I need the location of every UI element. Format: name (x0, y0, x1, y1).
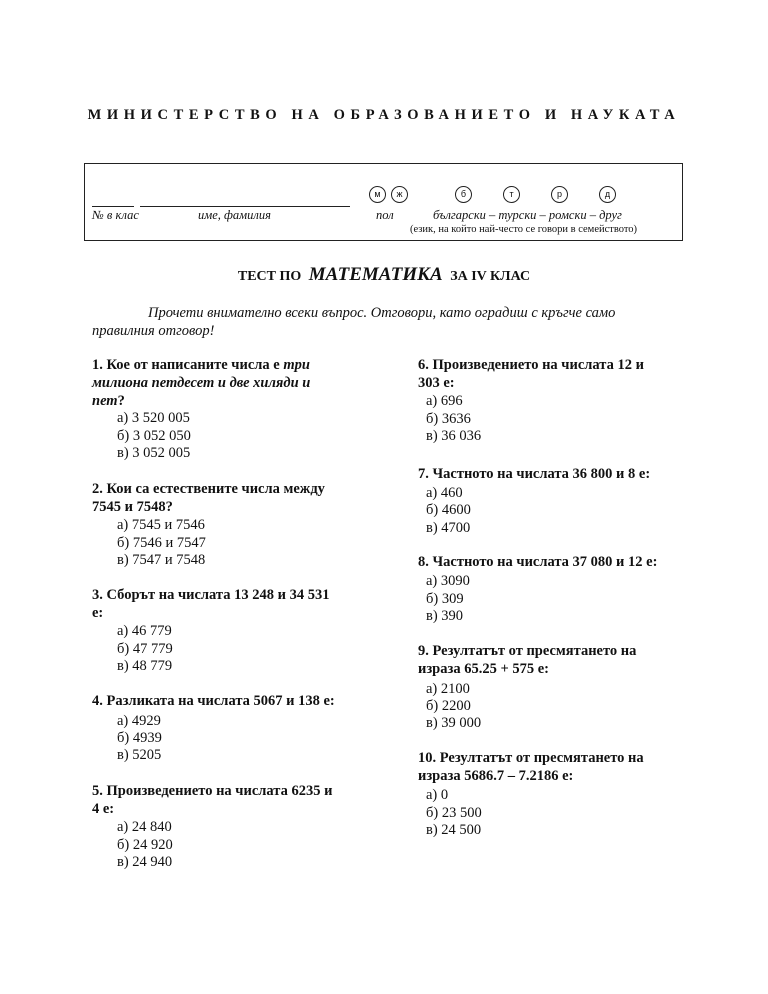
ministry-heading: МИНИСТЕРСТВО НА ОБРАЗОВАНИЕТО И НАУКАТА (87, 107, 681, 123)
question-6 (418, 356, 644, 392)
question-5-line-1: 5. Произведението на числата 6235 и (92, 783, 333, 799)
question-6-option-c[interactable]: в) 36 036 (426, 428, 482, 444)
question-3-option-b[interactable]: б) 47 779 (117, 641, 173, 657)
question-1-option-c[interactable]: в) 3 052 005 (117, 445, 191, 461)
question-9-option-b[interactable]: б) 2200 (426, 698, 471, 714)
question-1-line-3: пет? (92, 393, 125, 409)
question-6-line-2: 303 е: (418, 375, 455, 391)
test-title (0, 264, 768, 286)
language-option-d[interactable]: д (599, 186, 616, 203)
question-9-option-c[interactable]: в) 39 000 (426, 715, 482, 731)
question-8-option-c[interactable]: в) 390 (426, 608, 464, 624)
question-5-line-2: 4 е: (92, 801, 115, 817)
question-2-line-2: 7545 и 7548? (92, 499, 173, 515)
question-4-option-c[interactable]: в) 5205 (117, 747, 162, 763)
question-3-line-1: 3. Сборът на числата 13 248 и 34 531 (92, 587, 330, 603)
question-9-line-2: израза 65.25 + 575 е: (418, 661, 549, 677)
question-10-line-1: 10. Резултатът от пресмятането на (418, 750, 644, 766)
question-10-line-2: израза 5686.7 – 7.2186 е: (418, 768, 574, 784)
question-8 (418, 553, 657, 571)
question-2 (92, 480, 325, 516)
question-10-option-a[interactable]: а) 0 (426, 787, 449, 803)
question-4-option-b[interactable]: б) 4939 (117, 730, 162, 746)
question-7-option-b[interactable]: б) 4600 (426, 502, 471, 518)
question-9-option-a[interactable]: а) 2100 (426, 681, 470, 697)
language-option-t[interactable]: т (503, 186, 520, 203)
question-9-line-1: 9. Резултатът от пресмятането на (418, 643, 637, 659)
class-number-label: № в клас (92, 208, 139, 222)
question-10-option-b[interactable]: б) 23 500 (426, 805, 482, 821)
question-1-italic-word: три (283, 357, 310, 373)
question-1-option-b[interactable]: б) 3 052 050 (117, 428, 191, 444)
question-7 (418, 465, 650, 483)
question-7-line-1: 7. Частното на числата 36 800 и 8 е: (418, 466, 651, 482)
question-4-line-1: 4. Разликата на числата 5067 и 138 е: (92, 693, 335, 709)
question-6-option-b[interactable]: б) 3636 (426, 411, 471, 427)
gender-option-zh[interactable]: ж (391, 186, 408, 203)
question-3-option-a[interactable]: а) 46 779 (117, 623, 172, 639)
language-option-b[interactable]: б (455, 186, 472, 203)
name-label: име, фамилия (198, 208, 271, 222)
question-5 (92, 782, 332, 818)
title-suffix: ЗА IV КЛАС (450, 269, 531, 284)
question-10 (418, 749, 644, 785)
instruction-line-2: правилния отговор! (92, 323, 215, 339)
question-2-option-b[interactable]: б) 7546 и 7547 (117, 535, 206, 551)
question-3 (92, 586, 329, 622)
subject-name: МАТЕМАТИКА (308, 264, 443, 285)
question-9 (418, 642, 636, 678)
question-5-option-a[interactable]: а) 24 840 (117, 819, 172, 835)
language-label: български – турски – ромски – друг (433, 208, 622, 222)
question-1-option-a[interactable]: а) 3 520 005 (117, 410, 190, 426)
name-line[interactable] (140, 206, 350, 207)
question-6-option-a[interactable]: а) 696 (426, 393, 463, 409)
question-2-option-c[interactable]: в) 7547 и 7548 (117, 552, 206, 568)
title-prefix: ТЕСТ ПО (237, 269, 302, 284)
question-2-option-a[interactable]: а) 7545 и 7546 (117, 517, 205, 533)
question-4-option-a[interactable]: а) 4929 (117, 713, 161, 729)
question-8-option-b[interactable]: б) 309 (426, 591, 464, 607)
question-10-option-c[interactable]: в) 24 500 (426, 822, 482, 838)
question-3-option-c[interactable]: в) 48 779 (117, 658, 173, 674)
language-option-r[interactable]: р (551, 186, 568, 203)
question-1-line-1: 1. Кое от написаните числа е три (92, 357, 310, 373)
question-7-option-a[interactable]: а) 460 (426, 485, 463, 501)
instruction-line-1: Прочети внимателно всеки въпрос. Отговори, като оградиш с кръгче само (148, 305, 616, 321)
question-8-option-a[interactable]: а) 3090 (426, 573, 470, 589)
question-7-option-c[interactable]: в) 4700 (426, 520, 471, 536)
question-6-line-1: 6. Произведението на числата 12 и (418, 357, 644, 373)
gender-option-m[interactable]: м (369, 186, 386, 203)
question-8-line-1: 8. Частното на числата 37 080 и 12 е: (418, 554, 658, 570)
question-5-option-b[interactable]: б) 24 920 (117, 837, 173, 853)
language-note: (език, на който най-често се говори в семейството) (410, 224, 638, 235)
question-3-line-2: е: (92, 605, 104, 621)
question-1 (92, 356, 310, 410)
class-number-line[interactable] (92, 206, 134, 207)
question-5-option-c[interactable]: в) 24 940 (117, 854, 173, 870)
question-4 (92, 692, 335, 710)
question-2-line-1: 2. Кои са естествените числа между (92, 481, 325, 497)
question-1-line-2: милиона петдесет и две хиляди и (92, 375, 311, 391)
gender-label: пол (376, 208, 394, 222)
